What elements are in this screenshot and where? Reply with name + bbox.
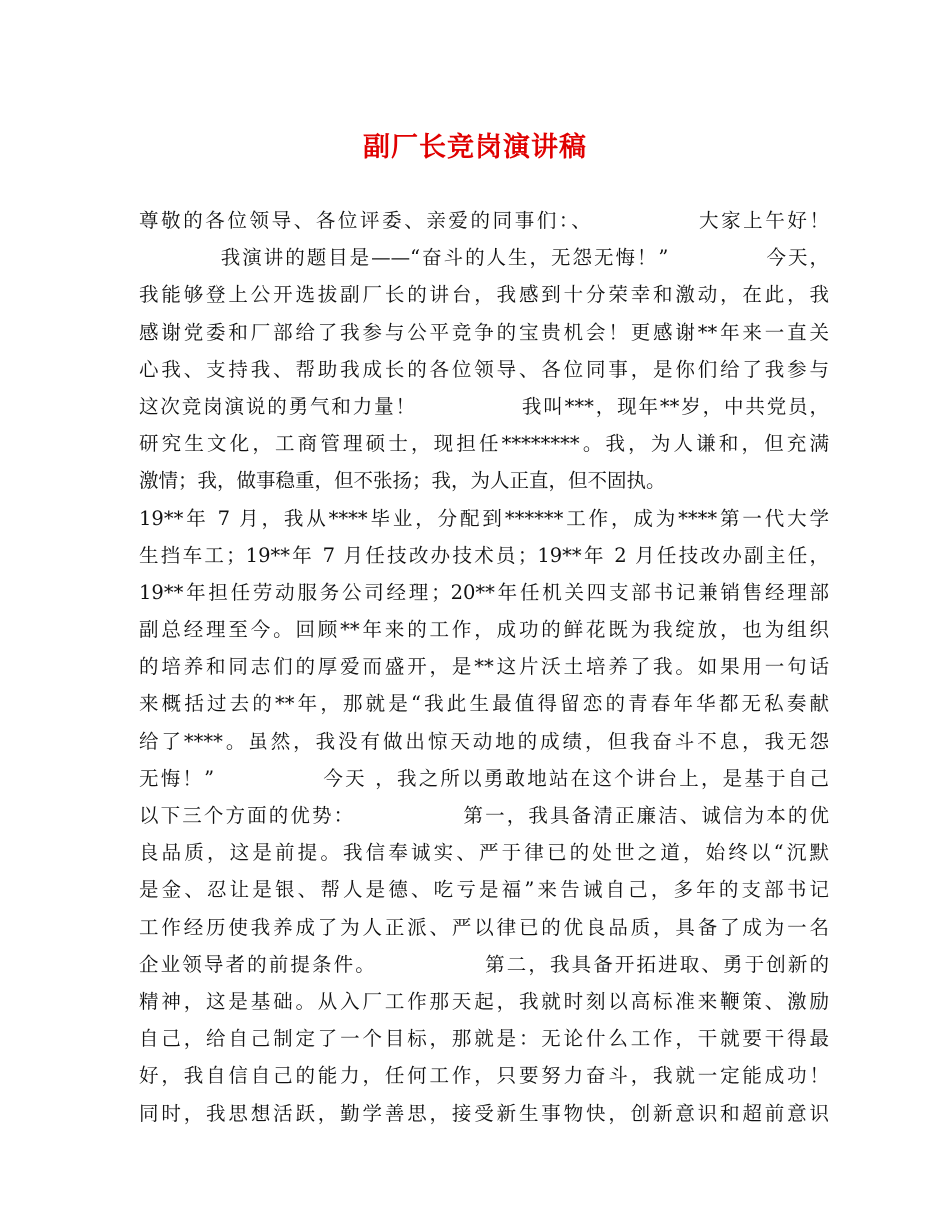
body-line: 我演讲的题目是——“奋斗的人生，无怨无悔！” 今天，	[139, 246, 829, 270]
body-line: 19**年 7 月，我从****毕业，分配到******工作，成为****第一代大学	[139, 506, 829, 530]
body-line: 的培养和同志们的厚爱而盛开，是**这片沃土培养了我。如果用一句话	[139, 655, 829, 679]
body-line: 精神，这是基础。从入厂工作那天起，我就时刻以高标准来鞭策、激励	[139, 989, 829, 1013]
body-line: 研究生文化，工商管理硕士，现担任********。我，为人谦和，但充满	[139, 432, 829, 456]
body-line: 自己，给自己制定了一个目标，那就是：无论什么工作，干就要干得最	[139, 1027, 829, 1051]
body-line: 给了****。虽然，我没有做出惊天动地的成绩，但我奋斗不息，我无怨	[139, 729, 829, 753]
body-line: 无悔！” 今天 ，我之所以勇敢地站在这个讲台上，是基于自己	[139, 766, 829, 790]
body-line: 副总经理至今。回顾**年来的工作，成功的鲜花既为我绽放，也为组织	[139, 618, 829, 642]
body-line: 心我、支持我、帮助我成长的各位领导、各位同事，是你们给了我参与	[139, 357, 829, 381]
body-line: 感谢党委和厂部给了我参与公平竞争的宝贵机会！更感谢**年来一直关	[139, 320, 829, 344]
body-line: 是金、忍让是银、帮人是德、吃亏是福”来告诫自己，多年的支部书记	[139, 878, 829, 902]
body-line: 激情；我，做事稳重，但不张扬；我，为人正直，但不固执。	[139, 469, 666, 493]
body-line: 这次竞岗演说的勇气和力量！ 我叫***，现年**岁，中共党员，	[139, 394, 829, 418]
body-line: 良品质，这是前提。我信奉诚实、严于律已的处世之道，始终以“沉默	[139, 841, 829, 865]
body-line: 19**年担任劳动服务公司经理；20**年任机关四支部书记兼销售经理部	[139, 580, 829, 604]
body-line: 尊敬的各位领导、各位评委、亲爱的同事们：、 大家上午好！	[139, 209, 829, 232]
body-line: 来概括过去的**年，那就是“我此生最值得留恋的青春年华都无私奏献	[139, 692, 829, 716]
document-title: 副厂长竞岗演讲稿	[363, 132, 587, 163]
body-line: 好，我自信自己的能力，任何工作，只要努力奋斗，我就一定能成功！	[139, 1064, 829, 1088]
body-line: 企业领导者的前提条件。 第二，我具备开拓进取、勇于创新的	[139, 952, 829, 976]
body-line: 以下三个方面的优势： 第一，我具备清正廉洁、诚信为本的优	[139, 804, 829, 827]
body-line: 我能够登上公开选拔副厂长的讲台，我感到十分荣幸和激动，在此，我	[139, 283, 829, 307]
body-line: 同时，我思想活跃，勤学善思，接受新生事物快，创新意识和超前意识	[139, 1101, 829, 1125]
body-line: 工作经历使我养成了为人正派、严以律已的优良品质，具备了成为一名	[139, 915, 829, 939]
document-body	[139, 202, 829, 1132]
body-line: 生挡车工；19**年 7 月任技改办技术员；19**年 2 月任技改办副主任，	[139, 543, 829, 567]
